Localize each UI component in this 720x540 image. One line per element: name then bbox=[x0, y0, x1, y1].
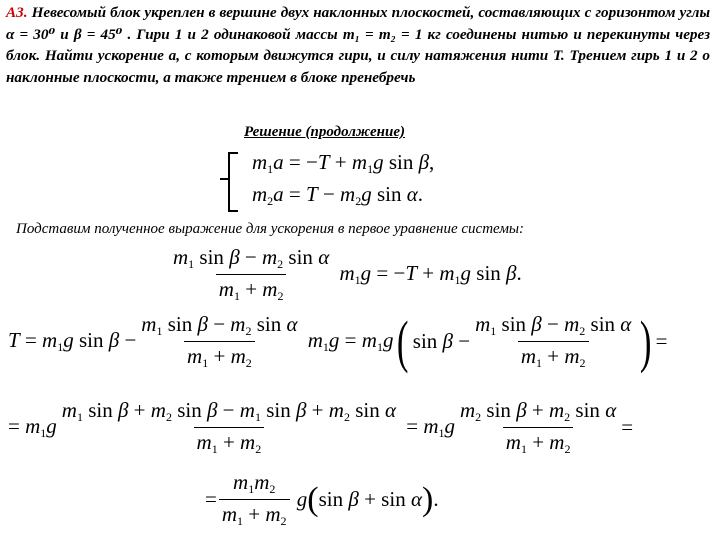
solution-title: Решение (продолжение) bbox=[244, 124, 405, 140]
equation-final: = $\frac{m_1m_2}{m_1 + m_2}$ g ( sin β + sin α ) . bbox=[205, 470, 439, 528]
substitution-text: Подставим полученное выражение для ускорения в первое уравнение системы: bbox=[16, 221, 525, 237]
problem-label: А3. bbox=[6, 4, 28, 21]
equation-tension: $T = m_1g$ sin β − $\frac{m_1 \sin \beta - m_2 \sin \alpha}{m_1 + m_2}$ $m_1g = m_1g$ ( sin β − $\frac{m_1 \sin \beta - m_2 \sin \alpha}{m_1 + m_2}$ ) = bbox=[8, 308, 668, 374]
system-brace bbox=[228, 152, 238, 212]
equation-1: $m_1a = -T + m_1g$ sin β, bbox=[252, 150, 435, 176]
equation-2: $m_2a = T - m_2g$ sin α. bbox=[252, 182, 424, 208]
equation-continuation: = $m_1g$ $\frac{m_1 \sin \beta + m_2 \sin \beta - m_1 \sin \beta + m_2 \sin \alpha}{m_1 + m_2}$ = $m_1g$ $\frac{m_2 \sin \beta + m_2 \sin \alpha}{m_1 + m_2}$ = bbox=[8, 398, 634, 456]
problem-text: Невесомый блок укреплен в вершине двух наклонных плоскостей, составляющих с горизонтом углы α = 30⁰ и β = 45⁰ . Гири 1 и 2 одинаковой массы m₁ = m₂ = 1 кг соединены нитью и перекинуты через блок. Найти ускорение а, с которым движутся гири, и силу натяжения нити T. Трением гирь 1 и 2 о наклонные плоскости, а также трением в блоке пренебречь bbox=[6, 4, 710, 86]
problem-statement bbox=[6, 2, 710, 88]
equation-substituted: $\frac{m_1 \sin \beta - m_2 \sin \alpha}{m_1 + m_2}$ $m_1g = -T + m_1g$ sin β. bbox=[173, 245, 522, 303]
